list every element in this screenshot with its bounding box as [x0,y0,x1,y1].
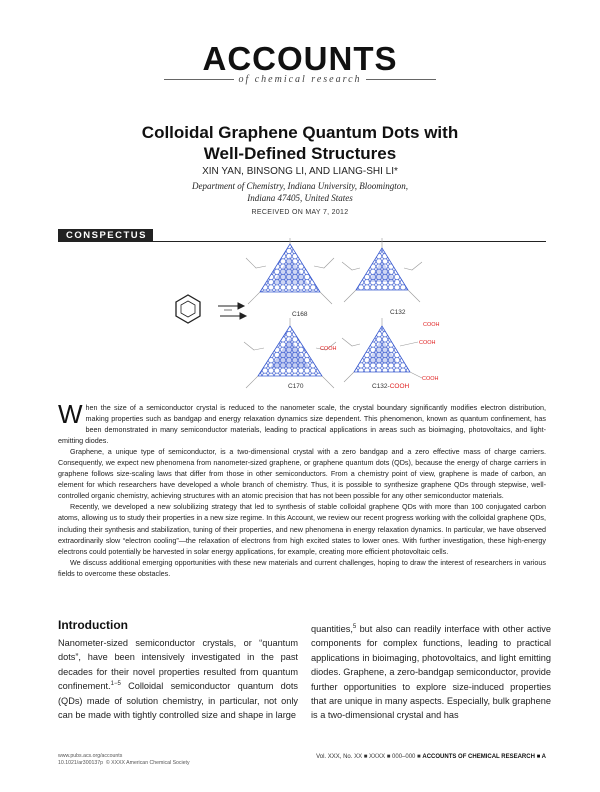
toc-figure [160,238,460,393]
affiliation [0,180,600,204]
footer-journal-page: ACCOUNTS OF CHEMICAL RESEARCH ■ A [422,754,546,760]
label-c132: C132 [390,309,406,316]
journal-subtitle [0,74,600,85]
intro-paragraph-right [311,622,551,723]
footer-citation: Vol. XXX, No. XX ■ XXXX ■ 000–000 ■ [316,754,421,760]
graphene-qd-c168-icon [246,238,334,304]
footer-right [300,754,546,760]
footer-doi[interactable]: 10.1021/ar300137p [58,760,104,766]
footer-url[interactable]: www.pubs.acs.org/accounts [58,753,123,759]
conspectus-paragraph-4: We discuss additional emerging opportunities with these new materials and current challenges, hoping to draw the interest of researchers in various fields to overcome these obstacles. [58,557,546,578]
footer-doi-line [58,760,190,767]
body-column-left [58,636,298,722]
label-cooh-4: COOH [422,376,439,382]
intro-left-text-b: Colloidal semiconductor quantum dots (QDs) made of solution chemistry, in particular, not only can be made with tightly controlled size and shape in large [58,681,298,721]
conspectus-paragraph-3: Recently, we developed a new solubilizing strategy that led to synthesis of stable colloidal graphene QDs with more than 100 conjugated carbon atoms, allowing us to study their properties in a new size regime. In this Account, we review our recent progress working with the colloidal graphene QDs, including their synthesis and stabilization, tuning of their properties, and new phenomena in energy relaxation dynamics. In particular, we have observed extraordinarily slow “electron cooling”—the relaxation of electrons from high excited states to lower ones. With further investigation, these high-energy electrons could potentially be harvested in solar energy applications, for example, creating more efficient photovoltaic cells. [58,502,546,556]
graphene-qd-c170-icon [244,318,336,388]
benzene-icon [176,295,200,323]
drop-cap: W [58,399,83,429]
label-c170: C170 [288,383,304,390]
title-line-1: Colloidal Graphene Quantum Dots with [141,123,459,142]
section-heading-introduction: Introduction [58,618,128,632]
journal-logo [0,42,600,85]
article-title [0,122,600,164]
intro-right-text-a: quantities, [311,624,353,634]
graphene-qd-c132-cooh-icon [342,318,422,382]
authors: XIN YAN, BINSONG LI, AND LIANG-SHI LI* [202,166,398,177]
label-cooh-part: COOH [389,383,410,390]
intro-right-text-b: but also can readily interface with other active components for complex functions, leading to practical applications in bioimaging, photovoltaics, and light emitting diodes. Graphene, a zero-bandgap semiconductor, provide further opportunities to explore size-induced properties that are unique in many aspects. Especially, bulk graphene is a two-dimensional crystal and has [311,624,551,721]
label-c132-part: C132- [372,383,390,390]
body-column-right [311,622,551,723]
label-c132-cooh [372,383,410,390]
conspectus-paragraph-2: Graphene, a unique type of semiconductor, is a two-dimensional crystal with a zero bandgap and a zero effective mass of charge carriers. Consequently, we expect new phenomena from nanometer-sized graphene, or graphene quantum dots (QDs), because the energy of charge carriers in graphene follows size-scaling laws that differ from those in other semiconductors. From a chemistry point of view, graphene is made of carbon, an element for which researchers have developed a whole branch of chemistry. Thus, it is possible to synthesize graphene QDs through stepwise, well-controlled organic chemistry, achieving structures with an atomic precision that has not been possible for any other semiconductor materials. [58,447,546,501]
affiliation-line-1: Department of Chemistry, Indiana University, Bloomington, [192,181,408,191]
journal-subtitle-text: of chemical research [238,74,362,85]
citation-5[interactable]: 5 [352,623,357,630]
citation-1-5[interactable]: 1−5 [110,681,121,688]
footer-left [58,753,190,767]
intro-paragraph-left [58,636,298,722]
label-cooh-2: COOH [423,322,440,328]
reaction-arrows-icon [218,303,246,319]
label-c168: C168 [292,311,308,318]
label-cooh-3: COOH [320,346,337,352]
title-line-2: Well-Defined Structures [203,144,397,163]
conspectus-label: CONSPECTUS [58,229,153,242]
conspectus-paragraph-1 [58,399,546,446]
received-date: RECEIVED ON MAY 7, 2012 [251,209,349,216]
label-cooh-1: COOH [419,340,436,346]
graphene-qd-c132-icon [342,238,422,302]
footer-copyright: © XXXX American Chemical Society [105,760,190,766]
intro-left-text-a: Nanometer-sized semiconductor crystals, or “quantum dots”, have been intensively investigated in the past decades for their novel properties resulted from quantum confinement. [58,638,298,692]
conspectus-p1-text: hen the size of a semiconductor crystal is reduced to the nanometer scale, the crystal boundary significantly modifies electron distribution, making properties such as bandgap and energy relaxation dynamics size dependent. This phenomenon, known as quantum confinement, has been demonstrated in many semiconductor materials, leading to practical applications in areas such as bioimaging, photovoltaics, and light-emitting diodes. [58,403,546,446]
conspectus-body [58,399,546,579]
journal-name: ACCOUNTS [202,40,398,77]
affiliation-line-2: Indiana 47405, United States [247,193,353,203]
